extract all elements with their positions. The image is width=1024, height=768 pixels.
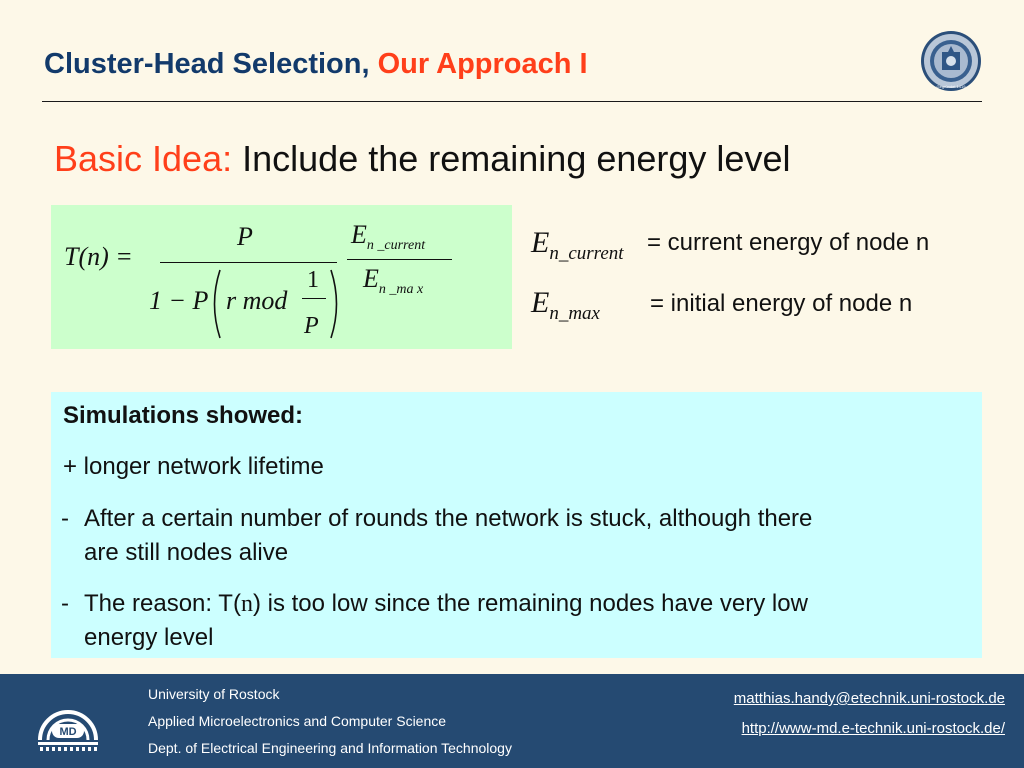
bullet-2-line-2: energy level (84, 624, 214, 651)
formula-main-fraction-bar (160, 262, 337, 263)
simulations-heading: Simulations showed: (63, 402, 304, 429)
university-seal-icon (920, 30, 982, 92)
bullet-2-line-1: The reason: T(n) is too low since the remaining nodes have very low (84, 590, 808, 617)
basic-idea-lead: Basic Idea: (54, 138, 233, 179)
slide-title (44, 48, 588, 81)
simulations-plus-line: + longer network lifetime (63, 453, 324, 480)
basic-idea-text: Include the remaining energy level (242, 138, 791, 179)
formula-energy-fraction-bar (347, 259, 452, 260)
title-main: Cluster-Head Selection, (44, 48, 370, 80)
bullet-1-line-2: are still nodes alive (84, 539, 289, 566)
formula-energy-denominator-sub: n _ma x (378, 282, 424, 297)
definition-max-text: = initial energy of node n (650, 290, 913, 317)
bullet-2-mark: - (61, 590, 69, 617)
definition-current-text: = current energy of node n (647, 229, 930, 256)
bullet-1-mark: - (61, 505, 69, 532)
seal-caption: Gegründet 1419 (936, 84, 966, 89)
formula-energy-numerator-sub: n _current (366, 238, 426, 253)
left-paren-icon (207, 268, 223, 340)
md-logo-text: MD (59, 726, 77, 738)
bullet-1-line-1: After a certain number of rounds the network is stuck, although there (84, 505, 813, 532)
formula-den-one: 1 (307, 267, 319, 293)
definition-max-symbol: $E_{n\_max}$ (531, 286, 600, 324)
formula-energy-numerator: $E_{n \_current}$ (351, 220, 426, 253)
basic-idea (54, 138, 790, 180)
title-accent: Our Approach I (377, 48, 588, 80)
footer-department-1: Applied Microelectronics and Computer Science (148, 713, 447, 729)
formula-den-r-mod: r mod (226, 286, 288, 315)
footer-email-link[interactable]: matthias.handy@etechnik.uni-rostock.de (733, 690, 1005, 707)
footer-department-2: Dept. of Electrical Engineering and Information Technology (148, 740, 512, 756)
formula-den-one-minus: 1 − P (149, 286, 209, 315)
right-paren-icon (328, 268, 344, 340)
formula-lhs: T(n) = (64, 242, 133, 271)
formula-numerator: P (237, 222, 253, 251)
footer-url-link[interactable]: http://www-md.e-technik.uni-rostock.de/ (741, 720, 1005, 737)
footer-university: University of Rostock (148, 686, 280, 702)
formula-box (51, 205, 512, 349)
formula-den-p: P (304, 313, 319, 339)
formula-inner-fraction-bar (302, 298, 326, 299)
md-logo-icon (34, 700, 102, 752)
formula-energy-denominator: $E_{n \_ma x}$ (363, 264, 424, 297)
title-divider (42, 101, 982, 102)
definition-current-symbol: $E_{n\_current}$ (531, 226, 624, 264)
